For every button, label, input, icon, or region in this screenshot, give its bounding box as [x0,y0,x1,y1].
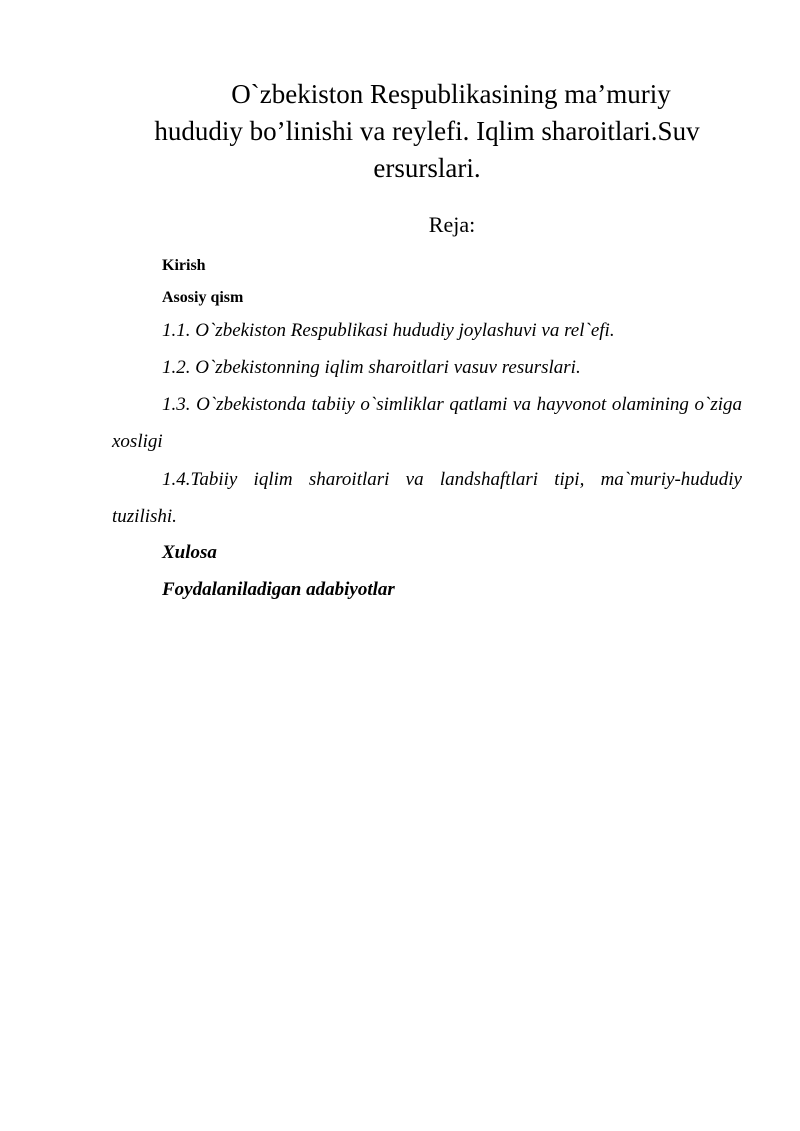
section-conclusion: Xulosa [162,542,217,563]
toc-item-1-1: 1.1. O`zbekiston Respublikasi hududiy joylashuvi va rel`efi. [162,320,615,341]
title-line-1: O`zbekiston Respublikasining ma’muriy [231,79,671,109]
toc-item-1-2: 1.2. O`zbekistonning iqlim sharoitlari vasuv resurslari. [162,357,581,378]
title-line-2: hududiy bo’linishi va reylefi. Iqlim sharoitlari.Suv [154,116,700,146]
section-references: Foydalaniladigan adabiyotlar [162,579,395,600]
document-title [112,76,742,187]
title-line-3: ersurslari. [373,153,481,183]
toc-item-1-4: 1.4.Tabiiy iqlim sharoitlari va landshaftlari tipi, ma`muriy-hududiy tuzilishi. [112,469,742,527]
section-intro: Kirish [162,257,206,274]
toc-item-1-3: 1.3. O`zbekistonda tabiiy o`simliklar qatlami va hayvonot olamining o`ziga xosligi [112,394,742,452]
section-main-part: Asosiy qism [162,289,244,306]
plan-heading: Reja: [428,212,476,237]
